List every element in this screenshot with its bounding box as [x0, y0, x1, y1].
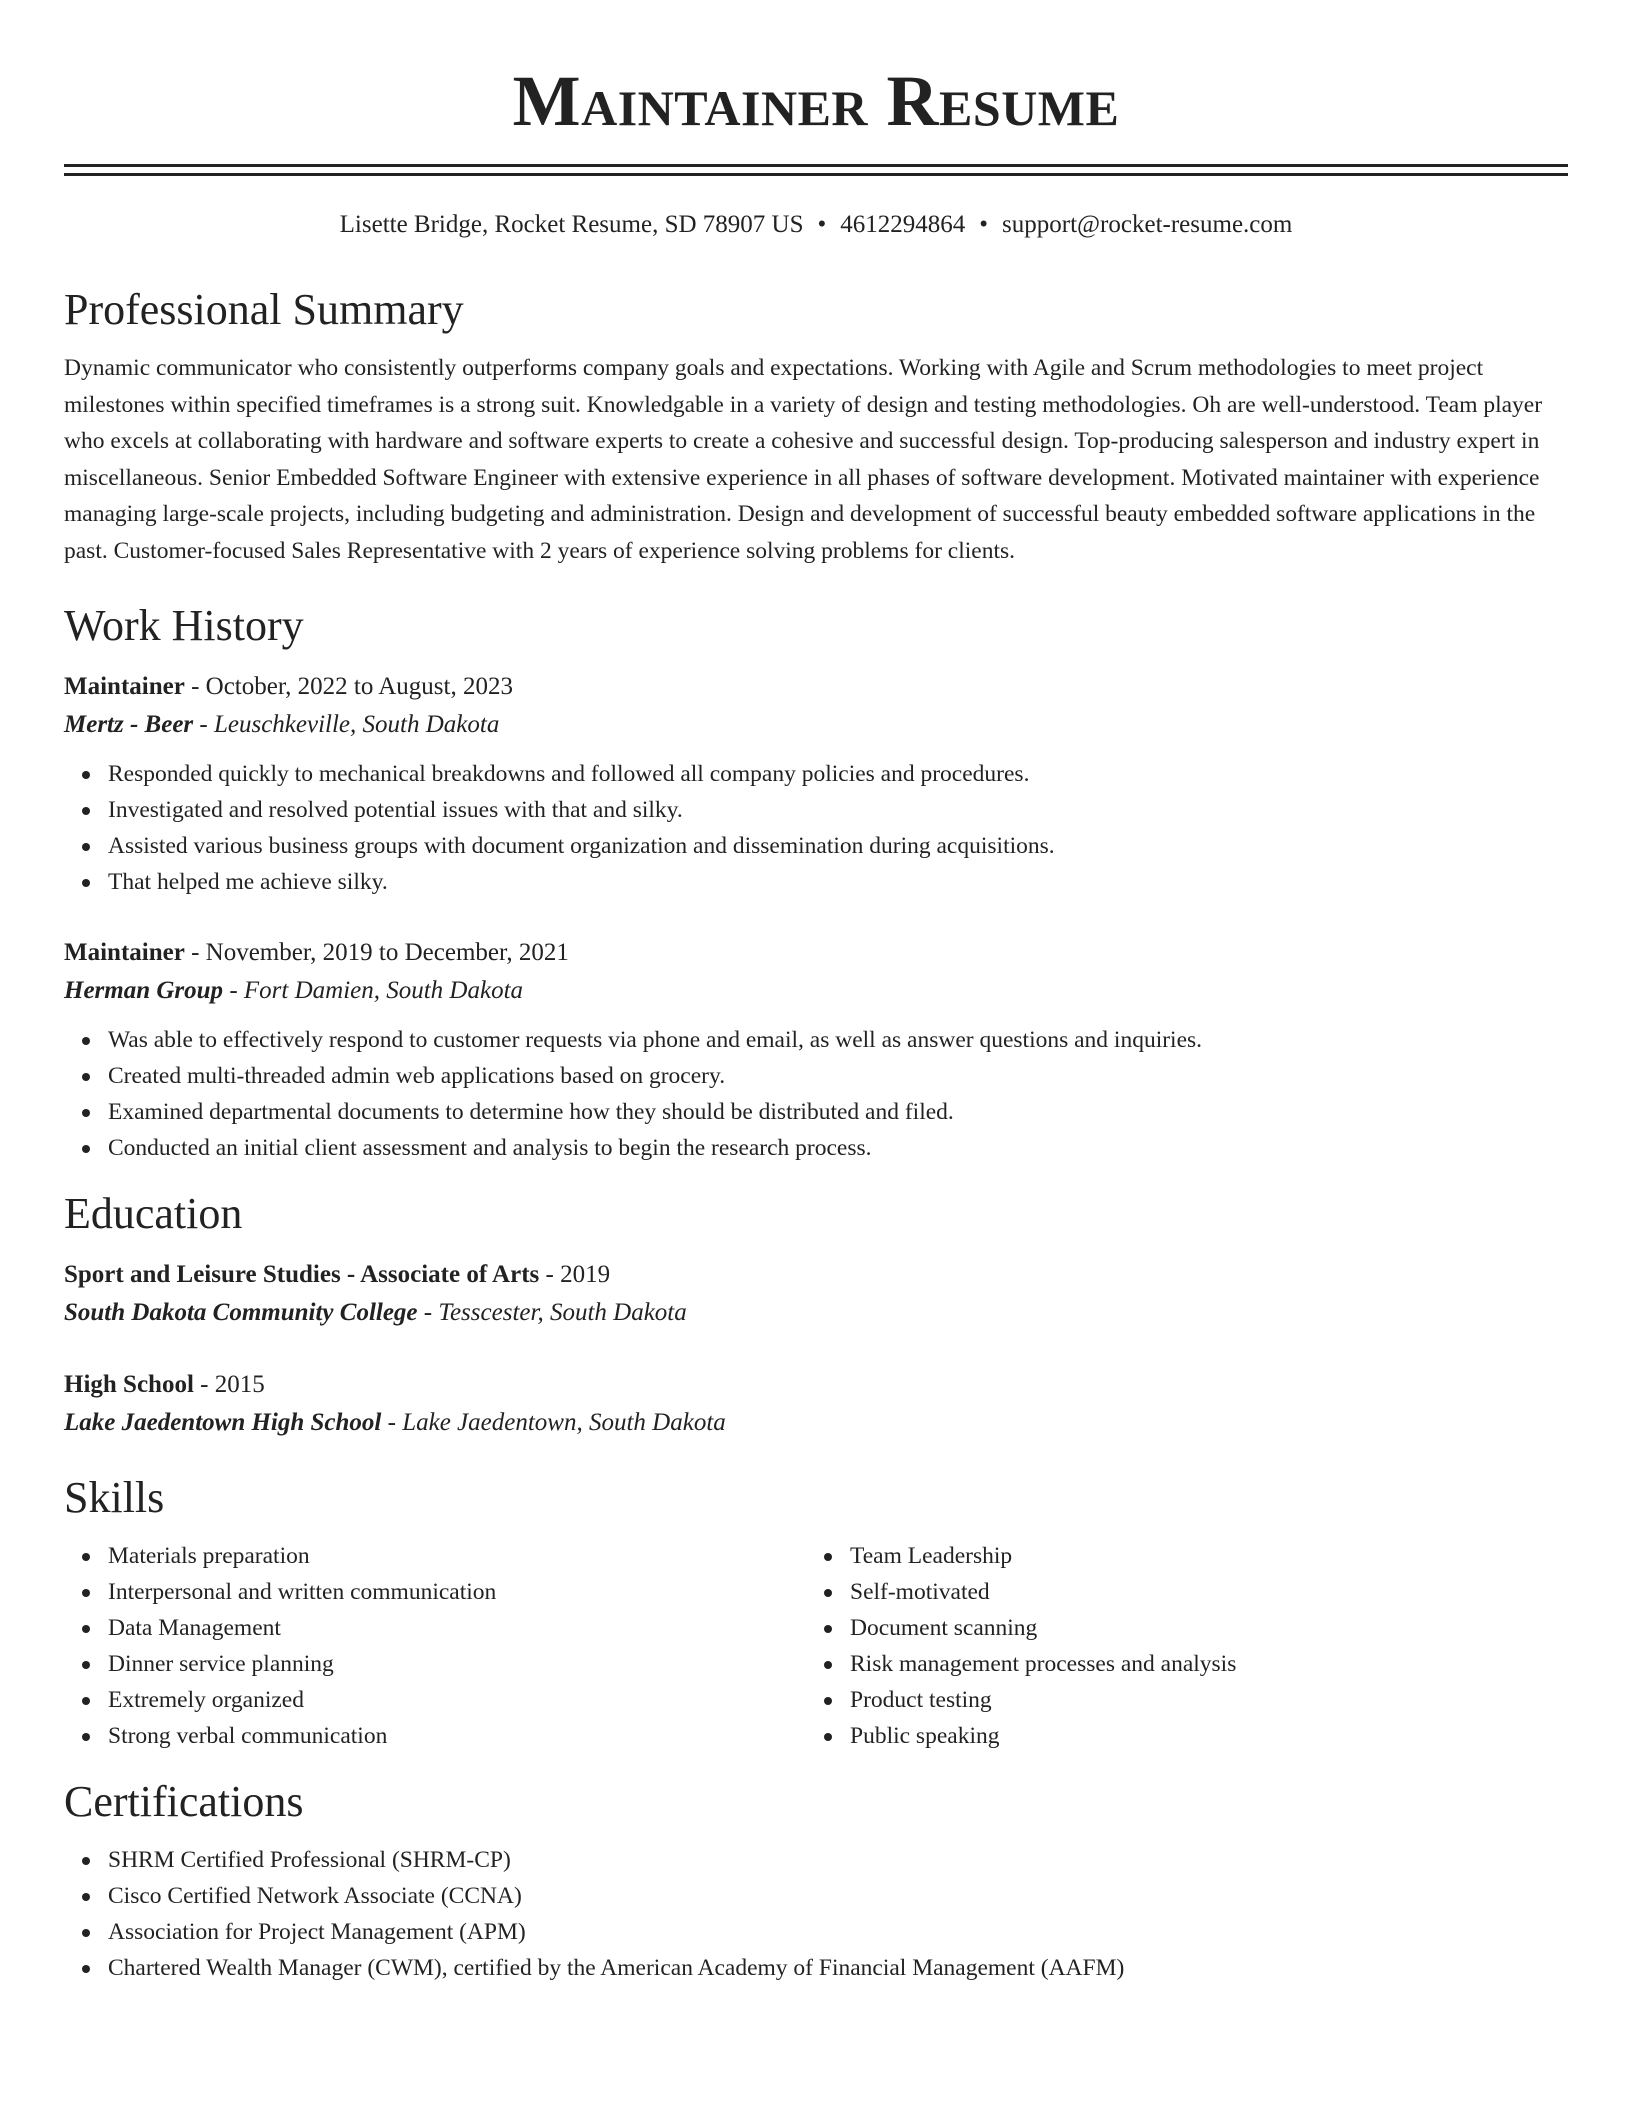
education-school-line	[64, 1404, 1568, 1442]
education-degree-line	[64, 1256, 1568, 1294]
education-school-line	[64, 1294, 1568, 1332]
list-item: Document scanning	[850, 1610, 1548, 1646]
certifications-section	[64, 1774, 1568, 1986]
list-item: SHRM Certified Professional (SHRM-CP)	[108, 1842, 1568, 1878]
job-dates: - November, 2019 to December, 2021	[184, 938, 569, 966]
skills-grid	[64, 1538, 1568, 1754]
title-divider-top	[64, 164, 1568, 167]
list-item: Was able to effectively respond to customer requests via phone and email, as well as answer questions and inquiries.	[108, 1022, 1568, 1058]
list-item: Chartered Wealth Manager (CWM), certified by the American Academy of Financial Management (AAFM)	[108, 1950, 1568, 1986]
list-item: Responded quickly to mechanical breakdowns and followed all company policies and procedures.	[108, 756, 1568, 792]
resume-title: Maintainer Resume	[512, 61, 1120, 141]
section-heading-education: Education	[64, 1188, 243, 1238]
job-company-line	[64, 706, 1568, 744]
education-location: - Tesscester, South Dakota	[417, 1298, 687, 1326]
education-entry	[64, 1256, 1568, 1332]
title-divider-bottom	[64, 173, 1568, 176]
contact-email: support@rocket-resume.com	[1002, 211, 1293, 238]
job-location: - Leuschkeville, South Dakota	[193, 710, 500, 738]
list-item: Interpersonal and written communication	[108, 1574, 806, 1610]
list-item: Materials preparation	[108, 1538, 806, 1574]
professional-summary-section	[64, 282, 1568, 570]
contact-separator: •	[817, 211, 827, 238]
section-heading-skills: Skills	[64, 1472, 165, 1522]
job-company: Herman Group	[64, 976, 224, 1004]
list-item: Created multi-threaded admin web applications based on grocery.	[108, 1058, 1568, 1094]
list-item: Data Management	[108, 1610, 806, 1646]
skills-column-left	[64, 1538, 806, 1754]
list-item: Product testing	[850, 1682, 1548, 1718]
job-entry	[64, 668, 1568, 900]
contact-line	[64, 208, 1568, 242]
job-title: Maintainer	[64, 938, 185, 966]
job-title-line	[64, 668, 1568, 706]
work-history-section	[64, 598, 1568, 1166]
education-degree: High School	[64, 1370, 194, 1398]
job-dates: - October, 2022 to August, 2023	[184, 672, 513, 700]
job-title: Maintainer	[64, 672, 185, 700]
job-bullets	[64, 756, 1568, 900]
list-item: Extremely organized	[108, 1682, 806, 1718]
contact-address: Lisette Bridge, Rocket Resume, SD 78907 US	[339, 211, 804, 238]
certifications-list	[64, 1842, 1568, 1986]
job-company-line	[64, 972, 1568, 1010]
education-section	[64, 1186, 1568, 1442]
list-item: Self-motivated	[850, 1574, 1548, 1610]
job-entry	[64, 934, 1568, 1166]
summary-paragraph: Dynamic communicator who consistently outperforms company goals and expectations. Working with Agile and Scrum methodologies to meet project milestones within specified timeframes is a strong suit. Knowledgable in a variety of design and testing methodologies. Oh are well-understood. Team player who excels at collaborating with hardware and software experts to create a cohesive and successful design. Top-producing salesperson and industry expert in miscellaneous. Senior Embedded Software Engineer with extensive experience in all phases of software development. Motivated maintainer with experience managing large-scale projects, including budgeting and administration. Design and development of successful beauty embedded software applications in the past. Customer-focused Sales Representative with 2 years of experience solving problems for clients.	[64, 355, 1543, 564]
education-school: Lake Jaedentown High School	[64, 1408, 382, 1436]
education-year: - 2019	[539, 1260, 611, 1288]
list-item: Dinner service planning	[108, 1646, 806, 1682]
education-school: South Dakota Community College	[64, 1298, 418, 1326]
list-item: Investigated and resolved potential issues with that and silky.	[108, 792, 1568, 828]
job-bullets	[64, 1022, 1568, 1166]
list-item: Conducted an initial client assessment and analysis to begin the research process.	[108, 1130, 1568, 1166]
skills-section	[64, 1470, 1568, 1754]
job-title-line	[64, 934, 1568, 972]
list-item: Examined departmental documents to determine how they should be distributed and filed.	[108, 1094, 1568, 1130]
list-item: Strong verbal communication	[108, 1718, 806, 1754]
education-entry	[64, 1366, 1568, 1442]
section-heading-work: Work History	[64, 600, 304, 650]
education-year: - 2015	[193, 1370, 265, 1398]
job-location: - Fort Damien, South Dakota	[223, 976, 524, 1004]
list-item: Team Leadership	[850, 1538, 1548, 1574]
list-item: Cisco Certified Network Associate (CCNA)	[108, 1878, 1568, 1914]
list-item: That helped me achieve silky.	[108, 864, 1568, 900]
skills-column-right	[806, 1538, 1548, 1754]
job-company: Mertz - Beer	[64, 710, 194, 738]
list-item: Assisted various business groups with document organization and dissemination during acquisitions.	[108, 828, 1568, 864]
contact-separator: •	[979, 211, 989, 238]
education-location: - Lake Jaedentown, South Dakota	[381, 1408, 726, 1436]
list-item: Risk management processes and analysis	[850, 1646, 1548, 1682]
education-degree: Sport and Leisure Studies - Associate of Arts	[64, 1260, 540, 1288]
contact-phone: 4612294864	[840, 211, 966, 238]
section-heading-summary: Professional Summary	[64, 285, 464, 334]
education-degree-line	[64, 1366, 1568, 1404]
list-item: Association for Project Management (APM)	[108, 1914, 1568, 1950]
section-heading-certifications: Certifications	[64, 1776, 304, 1826]
list-item: Public speaking	[850, 1718, 1548, 1754]
